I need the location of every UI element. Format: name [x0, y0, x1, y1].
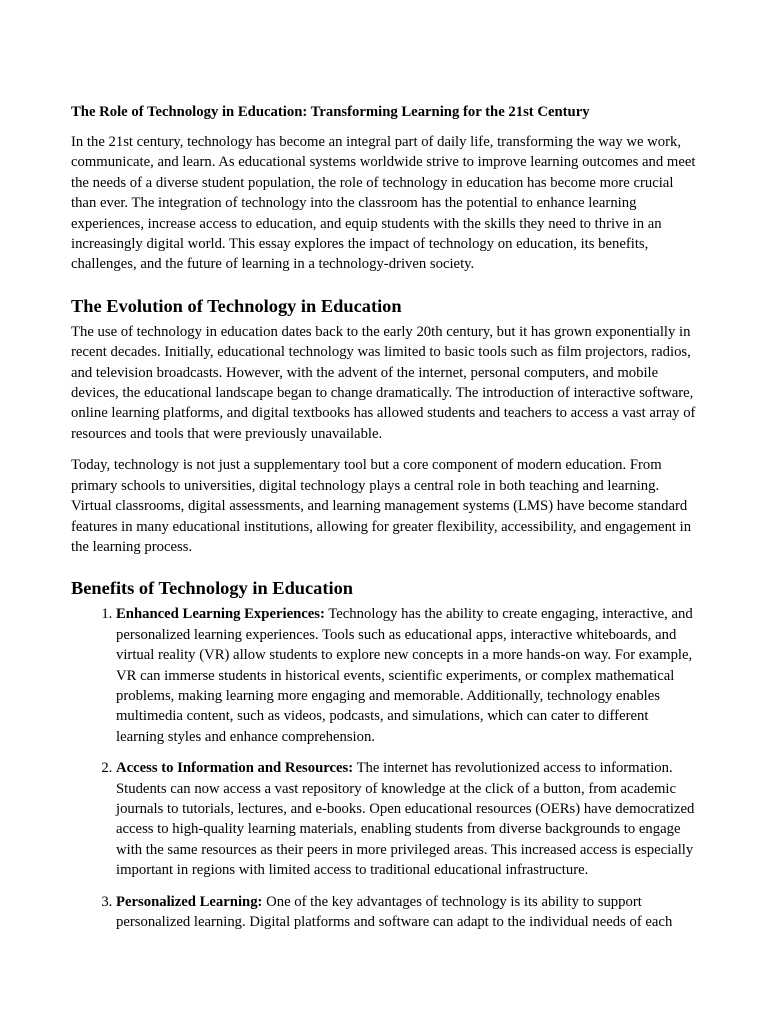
list-item-text: Technology has the ability to create engaging, interactive, and personalized learning experiences. Tools such as educational apps, interactive whiteboards, and virtual reality (VR) allow students to explore new concepts in a more hands-on way. For example, VR can immerse students in historical events, scientific experiments, or complex mathematical problems, making learning more engaging and memorable. Additionally, technology enables multimedia content, such as videos, podcasts, and simulations, which can cater to different learning styles and enhance comprehension.	[116, 606, 693, 745]
intro-paragraph: In the 21st century, technology has become an integral part of daily life, transforming the way we work, communicate, and learn. As educational systems worldwide strive to improve learning outcomes and meet the needs of a diverse student population, the role of technology in education has become more crucial than ever. The integration of technology into the classroom has the potential to enhance learning experiences, increase access to education, and equip students with the skills they need to thrive in an increasingly digital world. This essay explores the impact of technology on education, its benefits, challenges, and the future of learning in a technology-driven society.	[71, 134, 696, 273]
list-item	[116, 604, 699, 747]
list-item	[116, 758, 699, 880]
list-item	[116, 892, 699, 933]
evolution-paragraph-1: The use of technology in education dates back to the early 20th century, but it has grown exponentially in recent decades. Initially, educational technology was limited to basic tools such as film projectors, radios, and television broadcasts. However, with the advent of the internet, personal computers, and mobile devices, the educational landscape began to change dramatically. The introduction of interactive software, online learning platforms, and digital textbooks has allowed students and teachers to access a vast array of resources and tools that were previously unavailable.	[71, 323, 696, 442]
list-item-label: Access to Information and Resources:	[116, 760, 354, 777]
benefits-list	[71, 604, 699, 932]
section-heading-benefits: Benefits of Technology in Education	[71, 578, 354, 599]
evolution-paragraph-2: Today, technology is not just a supplementary tool but a core component of modern education. From primary schools to universities, digital technology plays a central role in both teaching and learning. Virtual classrooms, digital assessments, and learning management systems (LMS) have become standard features in many educational institutions, allowing for greater flexibility, accessibility, and engagement in the learning process.	[71, 457, 692, 555]
list-item-text: One of the key advantages of technology is its ability to support personalized learning. Digital platforms and software can adapt to the individual needs of each	[116, 893, 673, 930]
list-item-text: The internet has revolutionized access to information. Students can now access a vast repository of knowledge at the click of a button, from academic journals to tutorials, lectures, and e-books. Open educational resources (OERs) have democratized access to high-quality learning materials, enabling students from diverse backgrounds to engage with the same resources as their peers in more privileged areas. This increased access is especially important in regions with limited access to traditional educational infrastructure.	[116, 760, 695, 879]
list-item-label: Personalized Learning:	[116, 893, 263, 910]
section-heading-evolution: The Evolution of Technology in Education	[71, 295, 402, 316]
document-page	[71, 102, 699, 943]
list-item-label: Enhanced Learning Experiences:	[116, 606, 325, 623]
document-title: The Role of Technology in Education: Transforming Learning for the 21st Century	[71, 104, 590, 120]
